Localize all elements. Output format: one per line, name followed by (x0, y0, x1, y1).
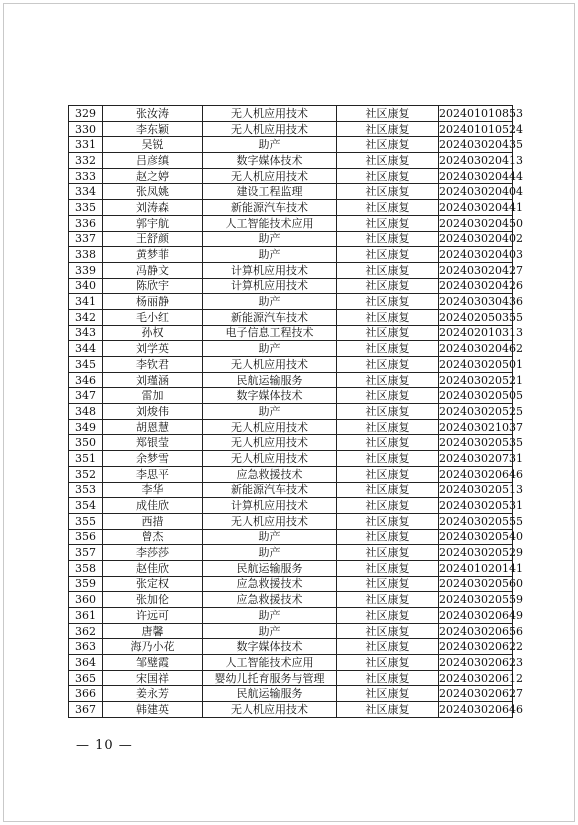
row-number-cell: 364 (69, 655, 103, 671)
row-number-cell: 359 (69, 576, 103, 592)
major-cell: 助产 (203, 404, 337, 420)
student-name-cell: 郭宇航 (103, 215, 203, 231)
major-cell: 助产 (203, 545, 337, 561)
student-id-cell: 202403020529 (439, 546, 523, 560)
major-cell: 应急救援技术 (203, 576, 337, 592)
student-id-cell: 202403020501 (439, 357, 523, 371)
row-number-cell: 347 (69, 388, 103, 404)
table-row (69, 482, 513, 498)
row-number-cell: 340 (69, 278, 103, 294)
row-number-cell: 366 (69, 686, 103, 702)
major-cell: 民航运输服务 (203, 560, 337, 576)
table-row (69, 309, 513, 325)
target-program-cell: 社区康复 (337, 435, 439, 451)
target-program-cell: 社区康复 (337, 372, 439, 388)
target-program-cell: 社区康复 (337, 702, 439, 718)
row-number-cell: 334 (69, 184, 103, 200)
target-program-cell: 社区康复 (337, 608, 439, 624)
target-program-cell: 社区康复 (337, 153, 439, 169)
target-program-cell: 社区康复 (337, 529, 439, 545)
row-number-cell: 345 (69, 357, 103, 373)
table-row (69, 404, 513, 420)
student-name-cell: 张汝涛 (103, 106, 203, 122)
student-name-cell: 赵之婷 (103, 168, 203, 184)
target-program-cell: 社区康复 (337, 560, 439, 576)
student-id-cell: 202403020622 (439, 640, 523, 654)
student-id-cell: 202403020505 (439, 389, 523, 403)
row-number-cell: 352 (69, 466, 103, 482)
target-program-cell: 社区康复 (337, 576, 439, 592)
row-number-cell: 365 (69, 670, 103, 686)
target-program-cell: 社区康复 (337, 278, 439, 294)
student-id-cell: 202403020531 (439, 499, 523, 513)
student-id-cell: 202403020525 (439, 404, 523, 418)
student-id-cell: 202402050355 (439, 310, 523, 324)
student-id-cell: 202401020141 (439, 561, 523, 575)
student-name-cell: 余梦雪 (103, 451, 203, 467)
student-roster-table (68, 105, 523, 718)
target-program-cell: 社区康复 (337, 451, 439, 467)
target-program-cell: 社区康复 (337, 670, 439, 686)
student-name-cell: 王舒颜 (103, 231, 203, 247)
major-cell: 助产 (203, 137, 337, 153)
table-row (69, 215, 513, 231)
major-cell: 计算机应用技术 (203, 262, 337, 278)
student-name-cell: 韩建英 (103, 702, 203, 718)
student-name-cell: 唐馨 (103, 623, 203, 639)
table-row (69, 372, 513, 388)
row-number-cell: 337 (69, 231, 103, 247)
student-id-cell: 202403020560 (439, 577, 523, 591)
table-row (69, 200, 513, 216)
target-program-cell: 社区康复 (337, 184, 439, 200)
table-row (69, 419, 513, 435)
target-program-cell: 社区康复 (337, 482, 439, 498)
student-id-cell: 202403020441 (439, 200, 523, 214)
student-name-cell: 成佳欣 (103, 498, 203, 514)
major-cell: 助产 (203, 608, 337, 624)
table-row (69, 153, 513, 169)
table-row (69, 247, 513, 263)
target-program-cell: 社区康复 (337, 200, 439, 216)
major-cell: 计算机应用技术 (203, 498, 337, 514)
major-cell: 计算机应用技术 (203, 278, 337, 294)
table-row (69, 498, 513, 514)
table-row (69, 231, 513, 247)
table-row (69, 137, 513, 153)
row-number-cell: 331 (69, 137, 103, 153)
student-name-cell: 雷加 (103, 388, 203, 404)
target-program-cell: 社区康复 (337, 686, 439, 702)
student-id-cell: 202403020521 (439, 373, 523, 387)
student-name-cell: 李东颖 (103, 121, 203, 137)
table-row (69, 388, 513, 404)
student-id-cell: 202403030436 (439, 295, 523, 309)
table-row (69, 686, 513, 702)
student-name-cell: 张加伦 (103, 592, 203, 608)
table-row (69, 168, 513, 184)
student-name-cell: 刘学英 (103, 341, 203, 357)
target-program-cell: 社区康复 (337, 592, 439, 608)
student-id-cell: 202403020656 (439, 624, 523, 638)
table-row (69, 294, 513, 310)
table-row (69, 655, 513, 671)
row-number-cell: 342 (69, 309, 103, 325)
row-number-cell: 358 (69, 560, 103, 576)
target-program-cell: 社区康复 (337, 231, 439, 247)
row-number-cell: 354 (69, 498, 103, 514)
row-number-cell: 341 (69, 294, 103, 310)
table-row (69, 106, 513, 122)
major-cell: 电子信息工程技术 (203, 325, 337, 341)
row-number-cell: 332 (69, 153, 103, 169)
major-cell: 数字媒体技术 (203, 639, 337, 655)
target-program-cell: 社区康复 (337, 325, 439, 341)
student-name-cell: 刘瑾涵 (103, 372, 203, 388)
major-cell: 无人机应用技术 (203, 435, 337, 451)
student-id-cell: 202403021037 (439, 420, 523, 434)
student-id-cell: 202403020427 (439, 263, 523, 277)
student-name-cell: 陈欣宇 (103, 278, 203, 294)
student-id-cell: 202403020646 (439, 467, 523, 481)
major-cell: 婴幼儿托育服务与管理 (203, 670, 337, 686)
target-program-cell: 社区康复 (337, 419, 439, 435)
row-number-cell: 336 (69, 215, 103, 231)
table-row (69, 576, 513, 592)
row-number-cell: 339 (69, 262, 103, 278)
row-number-cell: 355 (69, 513, 103, 529)
major-cell: 新能源汽车技术 (203, 200, 337, 216)
target-program-cell: 社区康复 (337, 168, 439, 184)
row-number-cell: 360 (69, 592, 103, 608)
major-cell: 无人机应用技术 (203, 513, 337, 529)
student-name-cell: 吴锐 (103, 137, 203, 153)
target-program-cell: 社区康复 (337, 404, 439, 420)
row-number-cell: 333 (69, 168, 103, 184)
major-cell: 无人机应用技术 (203, 702, 337, 718)
major-cell: 建设工程监理 (203, 184, 337, 200)
target-program-cell: 社区康复 (337, 247, 439, 263)
table-row (69, 529, 513, 545)
student-name-cell: 黄梦菲 (103, 247, 203, 263)
student-name-cell: 邹璧霞 (103, 655, 203, 671)
student-name-cell: 李钦君 (103, 357, 203, 373)
major-cell: 无人机应用技术 (203, 106, 337, 122)
major-cell: 应急救援技术 (203, 592, 337, 608)
target-program-cell: 社区康复 (337, 498, 439, 514)
major-cell: 数字媒体技术 (203, 153, 337, 169)
student-name-cell: 姜永芳 (103, 686, 203, 702)
student-id-cell: 202403020627 (439, 687, 523, 701)
table-row (69, 513, 513, 529)
student-name-cell: 曾杰 (103, 529, 203, 545)
student-name-cell: 胡恩慧 (103, 419, 203, 435)
major-cell: 无人机应用技术 (203, 419, 337, 435)
row-number-cell: 335 (69, 200, 103, 216)
table-row (69, 278, 513, 294)
table-row (69, 608, 513, 624)
student-name-cell: 赵佳欣 (103, 560, 203, 576)
target-program-cell: 社区康复 (337, 623, 439, 639)
row-number-cell: 350 (69, 435, 103, 451)
target-program-cell: 社区康复 (337, 309, 439, 325)
student-name-cell: 海乃小花 (103, 639, 203, 655)
row-number-cell: 344 (69, 341, 103, 357)
target-program-cell: 社区康复 (337, 121, 439, 137)
student-id-cell: 202403020435 (439, 138, 523, 152)
row-number-cell: 363 (69, 639, 103, 655)
student-id-cell: 202403020404 (439, 185, 523, 199)
table-row (69, 560, 513, 576)
table-row (69, 623, 513, 639)
target-program-cell: 社区康复 (337, 262, 439, 278)
major-cell: 助产 (203, 231, 337, 247)
row-number-cell: 351 (69, 451, 103, 467)
table-row (69, 670, 513, 686)
table-row (69, 592, 513, 608)
student-name-cell: 毛小红 (103, 309, 203, 325)
student-name-cell: 李思平 (103, 466, 203, 482)
target-program-cell: 社区康复 (337, 215, 439, 231)
major-cell: 民航运输服务 (203, 686, 337, 702)
student-name-cell: 张定权 (103, 576, 203, 592)
target-program-cell: 社区康复 (337, 388, 439, 404)
major-cell: 助产 (203, 247, 337, 263)
row-number-cell: 362 (69, 623, 103, 639)
student-name-cell: 李华 (103, 482, 203, 498)
student-id-cell: 202403020646 (439, 702, 523, 716)
major-cell: 无人机应用技术 (203, 451, 337, 467)
student-name-cell: 吕彦缜 (103, 153, 203, 169)
target-program-cell: 社区康复 (337, 357, 439, 373)
row-number-cell: 343 (69, 325, 103, 341)
student-id-cell: 202403020444 (439, 169, 523, 183)
target-program-cell: 社区康复 (337, 294, 439, 310)
student-name-cell: 郑银莹 (103, 435, 203, 451)
target-program-cell: 社区康复 (337, 341, 439, 357)
student-id-cell: 202401010853 (439, 106, 523, 120)
student-id-cell: 202403020413 (439, 153, 523, 167)
student-id-cell: 202403020612 (439, 671, 523, 685)
row-number-cell: 346 (69, 372, 103, 388)
student-name-cell: 李莎莎 (103, 545, 203, 561)
major-cell: 助产 (203, 341, 337, 357)
student-name-cell: 冯静文 (103, 262, 203, 278)
table-row (69, 262, 513, 278)
table-row (69, 184, 513, 200)
student-name-cell: 西措 (103, 513, 203, 529)
major-cell: 数字媒体技术 (203, 388, 337, 404)
table-row (69, 451, 513, 467)
table-row (69, 435, 513, 451)
table-row (69, 121, 513, 137)
table-row (69, 702, 513, 718)
student-id-cell: 202403020731 (439, 451, 523, 465)
student-id-cell: 202403020426 (439, 279, 523, 293)
major-cell: 助产 (203, 294, 337, 310)
student-name-cell: 刘焌伟 (103, 404, 203, 420)
student-id-cell: 202403020555 (439, 514, 523, 528)
student-name-cell: 宋国祥 (103, 670, 203, 686)
major-cell: 无人机应用技术 (203, 357, 337, 373)
student-name-cell: 孙权 (103, 325, 203, 341)
target-program-cell: 社区康复 (337, 466, 439, 482)
row-number-cell: 348 (69, 404, 103, 420)
page-number: — 10 — (76, 738, 133, 753)
student-id-cell: 202403020462 (439, 342, 523, 356)
row-number-cell: 357 (69, 545, 103, 561)
student-id-cell: 202402010313 (439, 326, 523, 340)
student-id-cell: 202401010524 (439, 122, 523, 136)
student-id-cell: 202403020450 (439, 216, 523, 230)
major-cell: 民航运输服务 (203, 372, 337, 388)
major-cell: 无人机应用技术 (203, 168, 337, 184)
student-name-cell: 张凤姚 (103, 184, 203, 200)
row-number-cell: 353 (69, 482, 103, 498)
row-number-cell: 349 (69, 419, 103, 435)
row-number-cell: 330 (69, 121, 103, 137)
major-cell: 新能源汽车技术 (203, 482, 337, 498)
target-program-cell: 社区康复 (337, 106, 439, 122)
student-id-cell: 202403020540 (439, 530, 523, 544)
table-row (69, 545, 513, 561)
student-id-cell: 202403020402 (439, 232, 523, 246)
row-number-cell: 356 (69, 529, 103, 545)
major-cell: 助产 (203, 529, 337, 545)
row-number-cell: 367 (69, 702, 103, 718)
roster-body (69, 106, 523, 718)
major-cell: 应急救援技术 (203, 466, 337, 482)
major-cell: 助产 (203, 623, 337, 639)
student-id-cell: 202403020649 (439, 608, 523, 622)
table-row (69, 466, 513, 482)
row-number-cell: 361 (69, 608, 103, 624)
table-row (69, 341, 513, 357)
row-number-cell: 338 (69, 247, 103, 263)
student-id-cell: 202403020513 (439, 483, 523, 497)
target-program-cell: 社区康复 (337, 639, 439, 655)
target-program-cell: 社区康复 (337, 545, 439, 561)
major-cell: 新能源汽车技术 (203, 309, 337, 325)
target-program-cell: 社区康复 (337, 513, 439, 529)
target-program-cell: 社区康复 (337, 137, 439, 153)
major-cell: 人工智能技术应用 (203, 215, 337, 231)
student-id-cell: 202403020623 (439, 655, 523, 669)
student-id-cell: 202403020535 (439, 436, 523, 450)
student-name-cell: 刘涛森 (103, 200, 203, 216)
table-row (69, 325, 513, 341)
table-row (69, 639, 513, 655)
major-cell: 无人机应用技术 (203, 121, 337, 137)
target-program-cell: 社区康复 (337, 655, 439, 671)
table-row (69, 357, 513, 373)
row-number-cell: 329 (69, 106, 103, 122)
student-id-cell: 202403020403 (439, 248, 523, 262)
student-name-cell: 许远可 (103, 608, 203, 624)
student-name-cell: 杨丽静 (103, 294, 203, 310)
student-id-cell: 202403020559 (439, 593, 523, 607)
major-cell: 人工智能技术应用 (203, 655, 337, 671)
